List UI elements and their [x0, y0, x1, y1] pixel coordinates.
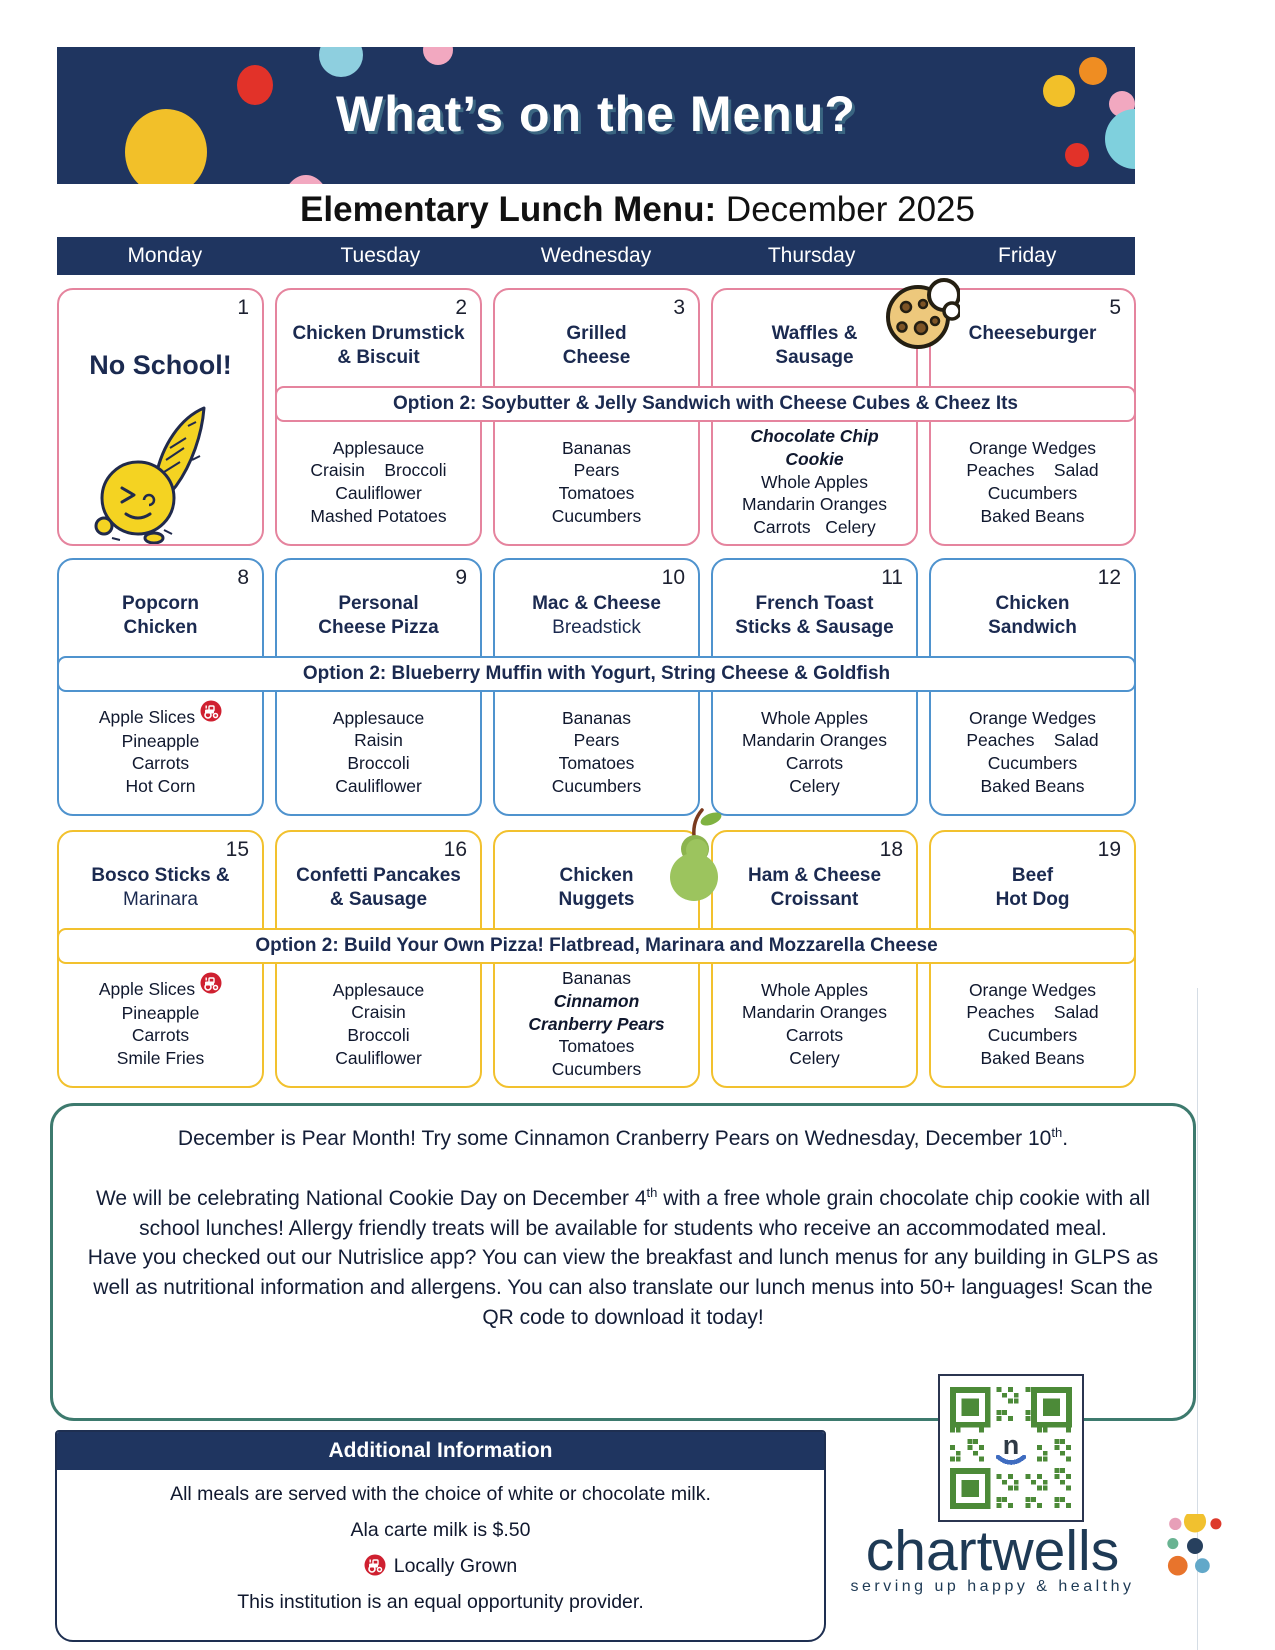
side-item: Cucumbers	[551, 505, 642, 526]
ala-carte-milk-note: Ala carte milk is $.50	[350, 1519, 531, 1541]
banner-dot	[283, 175, 329, 184]
entree-line: Croissant	[770, 889, 859, 911]
entree-title	[717, 864, 912, 913]
sides-list	[62, 966, 259, 1082]
entree-line: Ham & Cheese	[747, 865, 882, 886]
pear-month-note	[77, 1124, 1169, 1154]
side-item: Tomatoes	[558, 483, 635, 503]
entree-line: Cheese	[562, 347, 631, 369]
banner-dot	[1079, 57, 1107, 85]
entree-title	[935, 864, 1130, 913]
entree-line: Beef	[1011, 865, 1054, 886]
banner-dot	[319, 47, 363, 77]
side-item: Cinnamon	[553, 990, 640, 1011]
side-item: Apple Slices	[62, 706, 259, 729]
day-number: 16	[443, 838, 467, 861]
side-item: Carrots	[131, 753, 190, 774]
entree-line: Sandwich	[988, 617, 1077, 639]
side-item: Tomatoes	[558, 1036, 635, 1057]
side-item: Bananas	[561, 707, 632, 728]
side-item: Cucumbers	[551, 1059, 642, 1080]
side-item: Cranberry Pears	[528, 1013, 665, 1034]
entree-title	[63, 592, 258, 641]
entree-line: Cheeseburger	[968, 323, 1097, 344]
side-item: Carrots	[785, 753, 844, 773]
sides-list	[716, 694, 913, 810]
side-item: Cauliflower	[335, 775, 422, 796]
side-item: Orange Wedges	[968, 979, 1097, 1000]
sides-list	[716, 966, 913, 1082]
nutrislice-qr-code	[938, 1374, 1084, 1522]
cookie-illustration	[884, 275, 960, 353]
entree-line: Personal	[338, 593, 419, 614]
day-number: 19	[1097, 838, 1121, 861]
side-item: Raisin	[354, 730, 403, 751]
additional-information-header: Additional Information	[57, 1432, 824, 1470]
sides-list	[934, 424, 1131, 540]
side-item: Baked Beans	[980, 775, 1085, 796]
option2-banner: Option 2: Blueberry Muffin with Yogurt, String Cheese & Goldfish	[57, 656, 1136, 692]
entree-title	[281, 592, 476, 641]
banner-dot	[1065, 143, 1089, 167]
side-item: Applesauce	[332, 437, 425, 458]
side-item: Cauliflower	[335, 483, 422, 503]
calendar-week	[57, 288, 1136, 546]
cookie-day-text-b: with a free whole grain chocolate chip cookie with all school lunches! Allergy friendly treats will be available for students who receive an accommodated meal.	[139, 1186, 1151, 1240]
entree-title	[935, 592, 1130, 641]
entree-title	[499, 322, 694, 371]
entree-line: Cheese Pizza	[318, 617, 439, 639]
entree-line: Popcorn	[121, 593, 200, 614]
option2-banner: Option 2: Build Your Own Pizza! Flatbread, Marinara and Mozzarella Cheese	[57, 928, 1136, 964]
side-item: Pears	[573, 730, 620, 751]
entree-title	[717, 592, 912, 641]
locally-grown-tractor-icon	[200, 700, 222, 722]
no-school-label: No School!	[89, 350, 232, 380]
locally-grown-tractor-icon	[364, 1554, 386, 1576]
side-item: Whole Apples	[760, 707, 868, 728]
entree-title	[281, 864, 476, 913]
chartwells-logo: chartwells	[865, 1519, 1120, 1583]
pear-month-period: .	[1062, 1127, 1069, 1150]
entree-line: & Sausage	[329, 889, 428, 911]
page-title-bold: Elementary Lunch Menu:	[300, 190, 717, 229]
ordinal-sup: th	[1051, 1125, 1063, 1140]
side-item: Cucumbers	[987, 1025, 1078, 1045]
page-title-month: December 2025	[716, 190, 975, 229]
sides-list	[280, 966, 477, 1082]
side-item: Applesauce	[332, 707, 425, 728]
sides-list	[498, 424, 695, 540]
side-item: Apple Slices	[62, 978, 259, 1001]
day-number: 18	[879, 838, 903, 861]
day-number: 1	[237, 296, 249, 319]
entree-line: Nuggets	[558, 889, 635, 911]
day-number: 11	[881, 566, 903, 589]
side-item: Smile Fries	[116, 1048, 205, 1069]
side-item: Bananas	[561, 437, 632, 458]
banner-title: What’s on the Menu?	[336, 86, 856, 142]
side-item: Peaches Salad	[966, 730, 1099, 751]
side-item: Hot Corn	[125, 776, 196, 797]
equal-opportunity-note: This institution is an equal opportunity provider.	[237, 1591, 644, 1613]
cookie-day-text-a: We will be celebrating National Cookie Day on December 4	[95, 1186, 647, 1210]
day-header-friday: Friday	[998, 244, 1057, 267]
qr-pattern	[940, 1376, 1082, 1520]
day-number: 3	[673, 296, 685, 319]
calendar-grid	[57, 288, 1136, 1088]
sides-list	[934, 694, 1131, 810]
side-item: Chocolate Chip	[750, 426, 879, 447]
entree-line: Confetti Pancakes	[296, 865, 461, 886]
side-item: Carrots	[131, 1025, 190, 1046]
side-item: Cucumbers	[551, 775, 642, 796]
cookie-day-note	[77, 1184, 1169, 1244]
side-item: Peaches Salad	[966, 1002, 1099, 1023]
side-item: Mashed Potatoes	[310, 505, 447, 526]
calendar-week	[57, 830, 1136, 1088]
side-item: Peaches Salad	[966, 460, 1099, 481]
entree-line: Sausage	[775, 347, 854, 369]
side-item: Broccoli	[347, 1025, 410, 1045]
side-item: Celery	[789, 775, 840, 796]
side-item: Cucumbers	[987, 483, 1078, 503]
side-item: Broccoli	[347, 753, 410, 773]
ordinal-sup: th	[646, 1184, 658, 1200]
entree-line: Chicken	[995, 593, 1070, 614]
side-item: Mandarin Oranges	[742, 1002, 887, 1023]
side-item: Baked Beans	[980, 505, 1085, 526]
entree-line: Breadstick	[552, 617, 641, 639]
side-item: Pineapple	[121, 730, 200, 751]
option2-banner: Option 2: Soybutter & Jelly Sandwich with Cheese Cubes & Cheez Its	[275, 386, 1136, 422]
entree-line: French Toast	[755, 593, 874, 614]
sides-list	[934, 966, 1131, 1082]
side-item: Applesauce	[332, 979, 425, 1000]
sides-list	[716, 424, 913, 540]
day-header-wednesday: Wednesday	[540, 244, 652, 267]
calendar-week	[57, 558, 1136, 816]
side-item: Cucumbers	[987, 753, 1078, 773]
side-item: Whole Apples	[760, 471, 868, 492]
side-item: Pineapple	[121, 1002, 200, 1023]
side-item: Cauliflower	[335, 1047, 422, 1068]
entree-line: Chicken Drumstick	[292, 323, 465, 344]
milk-choice-note: All meals are served with the choice of white or chocolate milk.	[170, 1483, 711, 1505]
side-item: Baked Beans	[980, 1047, 1085, 1068]
entree-line: Bosco Sticks &	[91, 865, 230, 886]
sides-list	[280, 694, 477, 810]
chartwells-dots-icon	[1163, 1514, 1227, 1578]
side-item: Carrots Celery	[753, 517, 876, 538]
sides-list	[498, 694, 695, 810]
side-item: Cookie	[785, 448, 844, 469]
side-item: Celery	[789, 1047, 840, 1068]
entree-title	[499, 592, 694, 641]
entree-line: Waffles &	[771, 323, 858, 344]
side-item: Orange Wedges	[968, 437, 1097, 458]
day-header-monday: Monday	[127, 244, 203, 267]
entree-line: & Biscuit	[337, 347, 420, 369]
sides-list	[62, 694, 259, 810]
side-item: Mandarin Oranges	[742, 494, 887, 515]
side-item: Craisin	[351, 1002, 406, 1023]
locally-grown-label: Locally Grown	[393, 1555, 518, 1577]
day-number: 12	[1097, 566, 1121, 589]
day-header-thursday: Thursday	[767, 244, 856, 267]
pear-month-text: December is Pear Month! Try some Cinnamon Cranberry Pears on Wednesday, December 10	[177, 1127, 1052, 1150]
side-item: Tomatoes	[558, 753, 635, 773]
day-number: 2	[455, 296, 467, 319]
chartwells-tagline: serving up happy & healthy	[850, 1578, 1135, 1595]
banner-dot	[423, 47, 453, 65]
additional-information-box	[55, 1430, 826, 1642]
entree-title	[63, 864, 258, 913]
pear-illustration	[668, 806, 726, 908]
sides-list	[498, 966, 695, 1082]
day-number: 8	[237, 566, 249, 589]
entree-title	[499, 864, 694, 913]
entree-line: Grilled	[566, 323, 627, 344]
entree-line: Sticks & Sausage	[735, 617, 894, 639]
locally-grown-legend	[57, 1555, 824, 1578]
nutrislice-note: Have you checked out our Nutrislice app? You can view the breakfast and lunch menus for any building in GLPS as well as nutritional information and allergens. You can also translate our lunch menus into 50+ languages! Scan the QR code to download it today!	[87, 1246, 1159, 1330]
entree-line: Marinara	[123, 889, 198, 911]
nutrislice-n-logo: n	[1002, 1430, 1020, 1460]
entree-line: Mac & Cheese	[532, 593, 661, 614]
entree-title	[281, 322, 476, 371]
day-number: 9	[455, 566, 467, 589]
entree-line: Chicken	[559, 865, 634, 886]
sides-list	[280, 424, 477, 540]
side-item: Pears	[573, 460, 620, 481]
page-title	[0, 190, 1275, 230]
entree-title	[935, 322, 1130, 346]
day-number: 15	[225, 838, 249, 861]
side-item: Craisin Broccoli	[310, 460, 447, 481]
day-number: 5	[1109, 296, 1121, 319]
side-item: Bananas	[561, 968, 632, 989]
entree-line: Hot Dog	[995, 889, 1070, 911]
side-item: Orange Wedges	[968, 707, 1097, 728]
day-number: 10	[661, 566, 685, 589]
entree-title	[717, 322, 912, 371]
day-header-bar	[57, 237, 1135, 275]
comet-mascot-illustration	[92, 402, 217, 544]
side-item: Whole Apples	[760, 979, 868, 1000]
side-item: Mandarin Oranges	[742, 730, 887, 751]
day-header-tuesday: Tuesday	[340, 244, 421, 267]
side-item: Carrots	[785, 1025, 844, 1045]
locally-grown-tractor-icon	[200, 972, 222, 994]
entree-line: Chicken	[123, 617, 198, 639]
banner	[57, 47, 1135, 184]
